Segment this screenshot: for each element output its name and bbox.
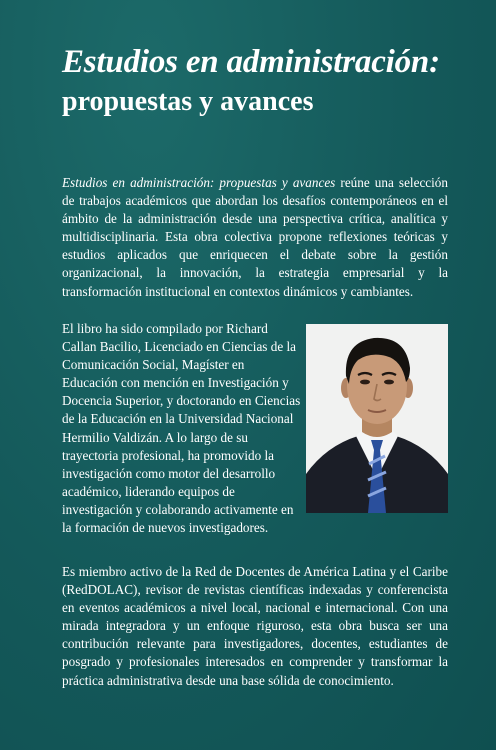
- book-title: [62, 46, 487, 116]
- author-section: [62, 320, 448, 537]
- author-portrait-icon: [306, 324, 448, 513]
- author-bio-paragraph: El libro ha sido compilado por Richard Callan Bacilio, Licenciado en Ciencias de la Comunicación Social, Magíster en Educación con mención en Investigación y Docencia Superior, y doctorando en Ciencias de la Educación en la Universidad Nacional Hermilio Valdizán. A lo largo de su trayectoria profesional, ha promovido la investigación como motor del desarrollo académico, liderando equipos de investigación y colaborando activamente en la formación de nuevos investigadores.: [62, 321, 301, 536]
- intro-text: reúne una selección de trabajos académicos que abordan los desafíos contemporáneos en el ámbito de la administración desde una perspectiva crítica, analítica y multidisciplinaria. Esta obra colectiva propone reflexiones teóricas y estudios aplicados que enriquecen el debate sobre la gestión organizacional, la innovación, la estrategia empresarial y la transformación institucional en contextos dinámicos y cambiantes.: [62, 175, 448, 299]
- book-title-line-1: Estudios en administración:: [62, 44, 440, 80]
- closing-paragraph: Es miembro activo de la Red de Docentes de América Latina y el Caribe (RedDOLAC), revisor de revistas científicas indexadas y conferencista en eventos académicos a nivel local, nacional e internacional. Con una mirada integradora y un enfoque riguroso, esta obra busca ser una contribución relevante para investigadores, docentes, estudiantes de posgrado y profesionales interesados en comprender y transformar la práctica administrativa desde una base sólida de conocimiento.: [62, 564, 448, 688]
- author-photo: [306, 324, 448, 513]
- book-title-line-2: propuestas y avances: [62, 86, 314, 117]
- intro-book-title: Estudios en administración: propuestas y avances: [62, 175, 336, 190]
- intro-paragraph: [62, 174, 448, 301]
